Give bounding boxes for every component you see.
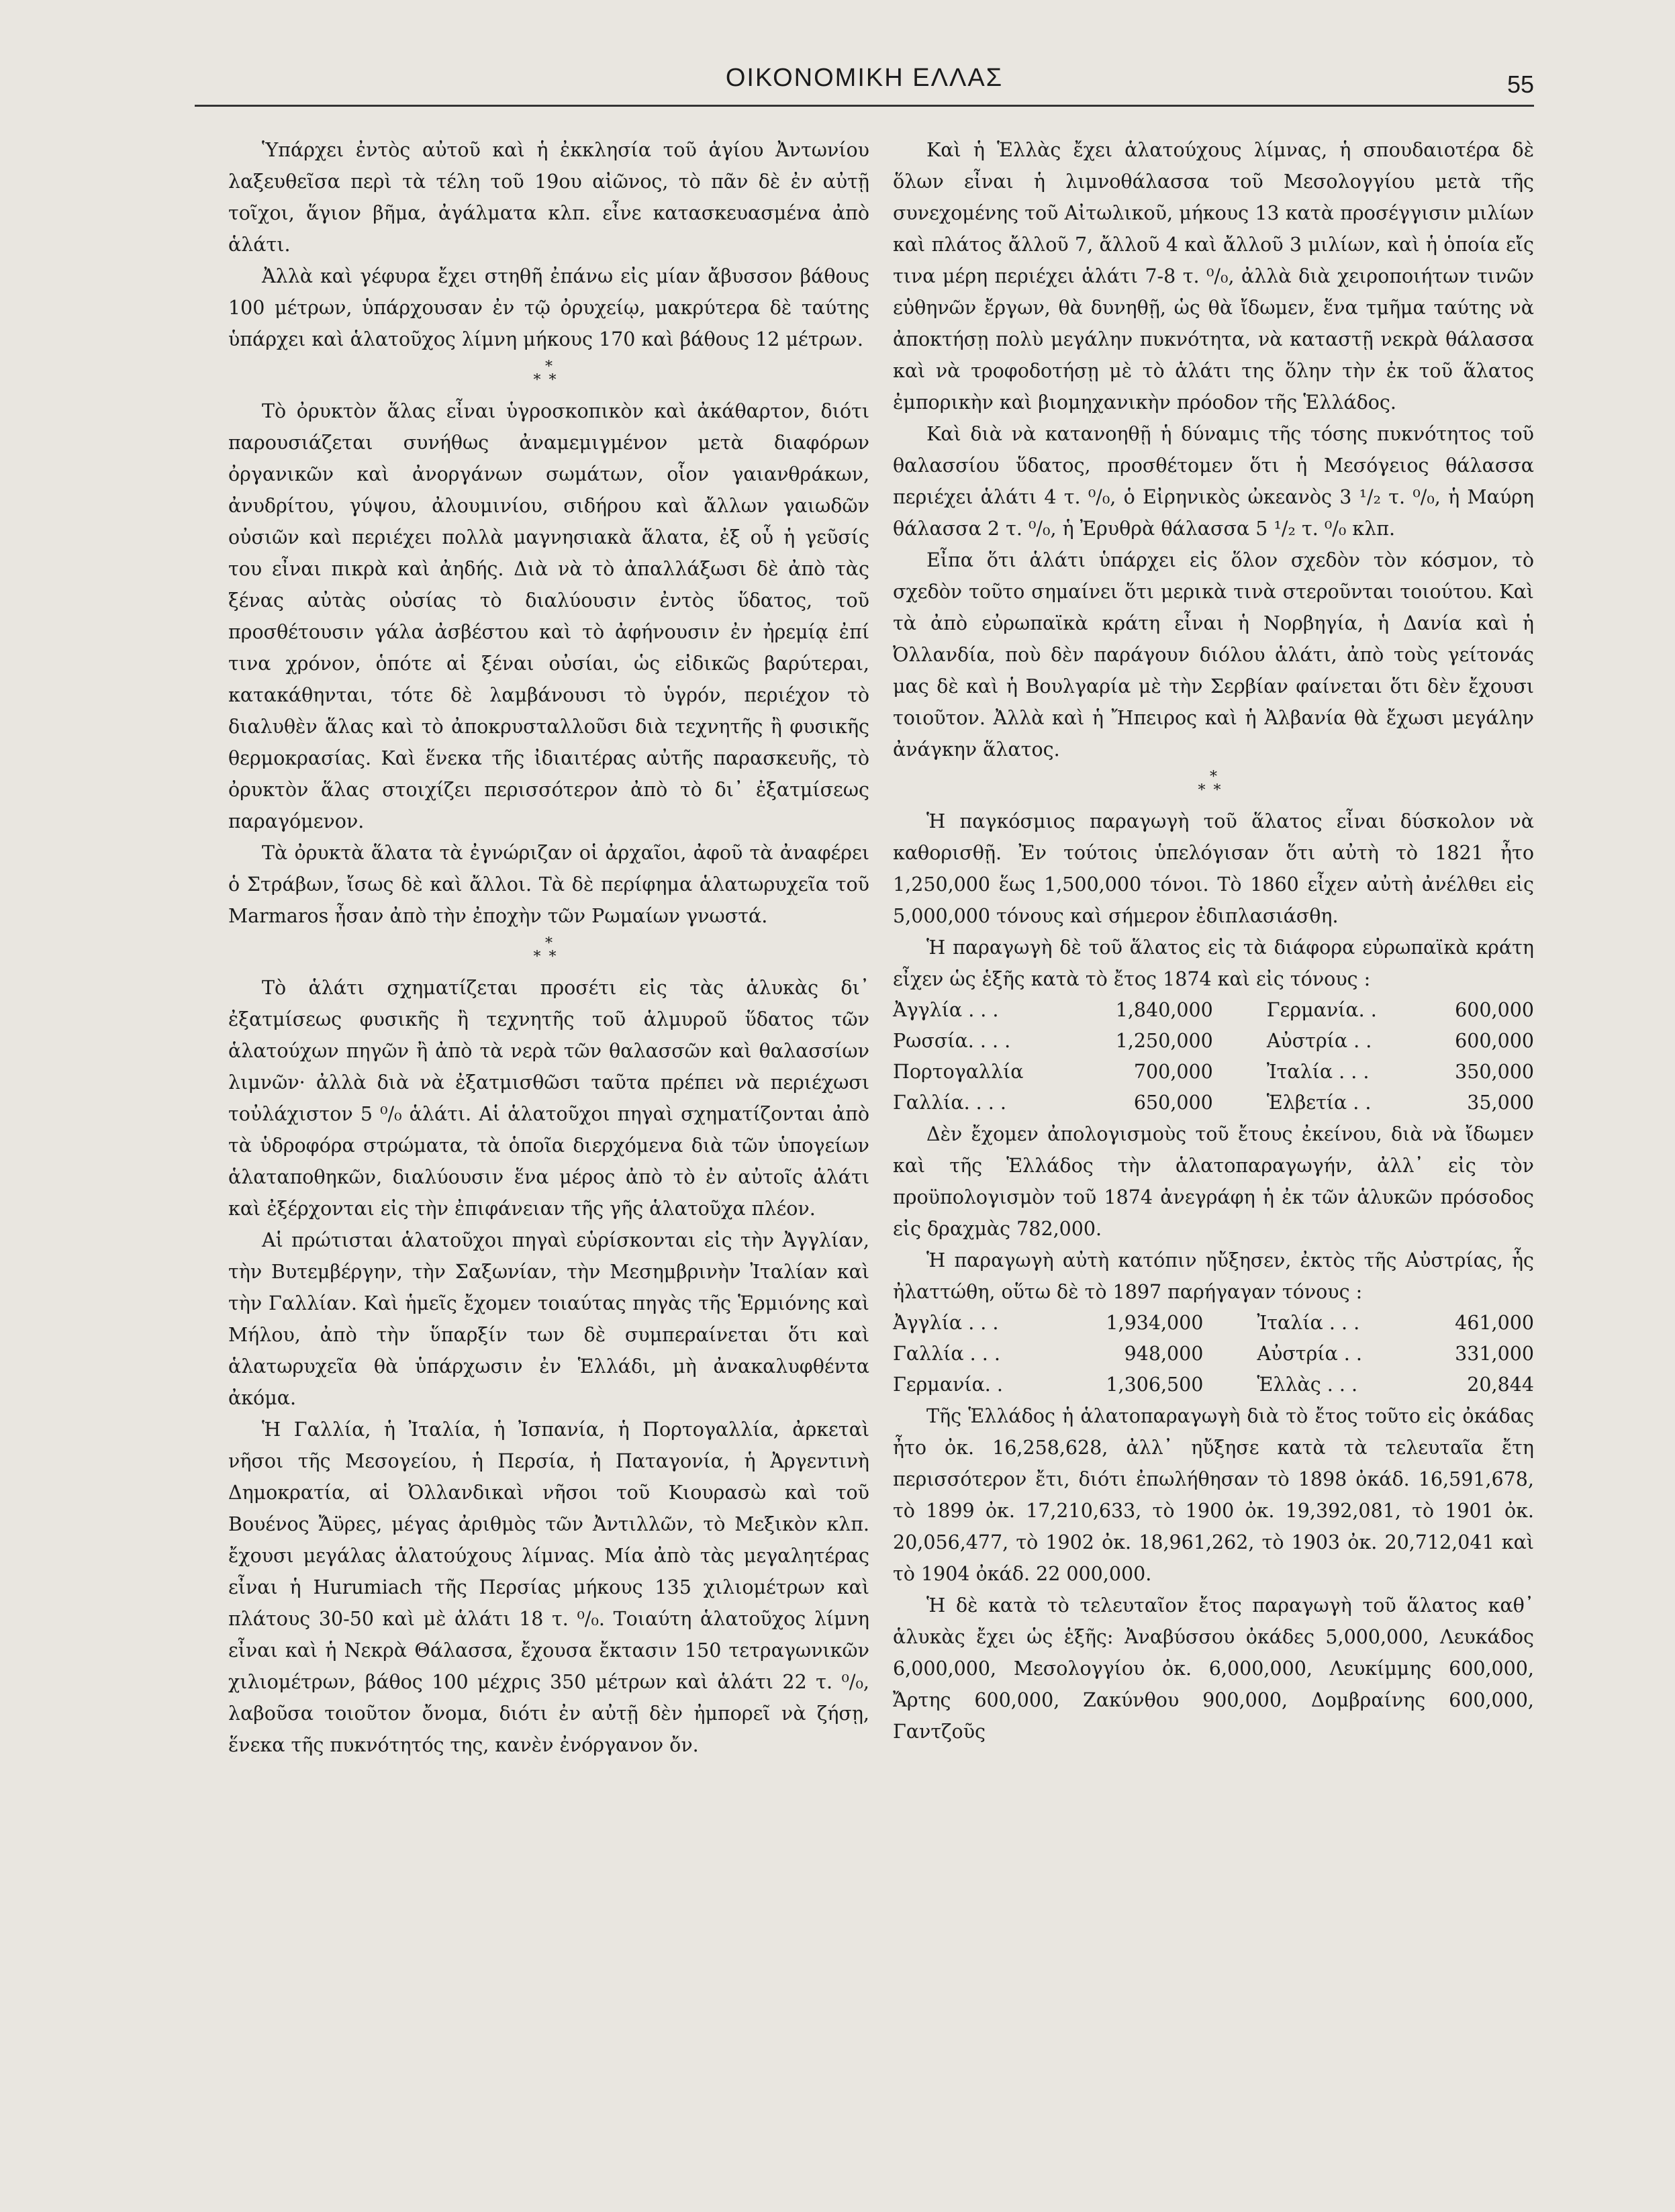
table-row [893,1057,1534,1088]
table-cell: Γερμανία. . [1266,999,1377,1021]
production-table-1874 [893,995,1534,1118]
table-cell: Ἰταλία . . . [1266,1061,1370,1083]
paragraph: Ἡ παραγωγὴ δὲ τοῦ ἅλατος εἰς τὰ διάφορα εὐρωπαϊκὰ κράτη εἶχεν ὡς ἑξῆς κατὰ τὸ ἔτος 1874 καὶ εἰς τόνους : [893,936,1534,990]
table-cell: Αὐστρία . . [1257,1343,1362,1365]
table-row [893,1308,1534,1339]
table-cell: Πορτογαλλία [893,1061,1024,1083]
paragraph: Αἱ πρώτισται ἁλατοῦχοι πηγαὶ εὑρίσκονται εἰς τὴν Ἀγγλίαν, τὴν Βυτεμβέργην, τὴν Σαξωνίαν, τὴν Μεσημβρινὴν Ἰταλίαν καὶ τὴν Γαλλίαν. Καὶ ἡμεῖς ἔχομεν τοιαύτας πηγὰς τῆς Ἑρμιόνης καὶ Μήλου, ἀπὸ τὴν ὕπαρξίν των δὲ συμπεραίνεται ὅτι καὶ ἁλατωρυχεῖα θὰ ὑπάρχωσιν ἐν Ἑλλάδι, μὴ ἀνακαλυφθέντα ἀκόμα. [228,1229,869,1409]
table-row [893,1088,1534,1118]
table-cell: Ἀγγλία . . . [893,1312,999,1334]
table-cell: 1,934,000 [1106,1312,1204,1334]
paragraph: Καὶ ἡ Ἑλλὰς ἔχει ἁλατούχους λίμνας, ἡ σπουδαιοτέρα δὲ ὅλων εἶναι ἡ λιμνοθάλασσα τοῦ Μεσολογγίου μετὰ τῆς συνεχομένης τοῦ Αἰτωλικοῦ, μήκους 13 κατὰ προσέγγισιν μιλίων καὶ πλάτος ἄλλοῦ 7, ἄλλοῦ 4 καὶ ἄλλοῦ 3 μιλίων, καὶ ἡ ὁποία εἴς τινα μέρη περιέχει ἁλάτι 7-8 τ. ⁰/₀, ἀλλὰ διὰ χειροποιήτων τινῶν εὐθηνῶν ἔργων, θὰ δυνηθῇ, ὡς θὰ ἴδωμεν, ἕνα τμῆμα ταύτης νὰ ἀποκτήσῃ πολὺ μεγάλην πυκνότητα, νὰ καταστῇ νεκρὰ θάλασσα καὶ νὰ τροφοδοτήσῃ μὲ τὸ ἁλάτι της ὅλην τὴν ἐκ τοῦ ἅλατος ἐμπορικὴν καὶ βιομηχανικὴν πρόοδον τῆς Ἑλλάδος. [893,139,1534,414]
table-cell: Ρωσσία. . . . [893,1030,1011,1052]
table-row [893,1339,1534,1369]
section-separator: * ** [533,358,565,389]
table-cell: Ἀγγλία . . . [893,999,999,1021]
table-cell: Ἰταλία . . . [1257,1312,1360,1334]
section-separator: * ** [1198,769,1229,799]
running-title: ΟΙΚΟΝΟΜΙΚΗ ΕΛΛΑΣ [725,64,1004,92]
left-column [228,134,869,1761]
table-cell: Ἑλβετία . . [1266,1092,1372,1114]
table-cell: Γαλλία. . . . [893,1092,1006,1114]
right-column [893,134,1534,1747]
paragraph: Ἡ παραγωγὴ αὐτὴ κατόπιν ηὔξησεν, ἐκτὸς τῆς Αὐστρίας, ἧς ἠλαττώθη, οὕτω δὲ τὸ 1897 παρήγαγαν τόνους : [893,1249,1534,1303]
paragraph: Εἶπα ὅτι ἁλάτι ὑπάρχει εἰς ὅλον σχεδὸν τὸν κόσμον, τὸ σχεδὸν τοῦτο σημαίνει ὅτι μερικὰ τινὰ στεροῦνται τοιούτου. Καὶ τὰ ἀπὸ εὐρωπαϊκὰ κράτη εἶναι ἡ Νορβηγία, ἡ Δανία καὶ ἡ Ὀλλανδία, ποὺ δὲν παράγουν διόλου ἁλάτι, ἀπὸ τοὺς γείτονάς μας δὲ καὶ ἡ Βουλγαρία μὲ τὴν Σερβίαν φαίνεται ὅτι δὲν ἔχουσι τοιοῦτον. Ἀλλὰ καὶ ἡ Ἤπειρος καὶ ἡ Ἀλβανία θὰ ἔχωσι μεγάλην ἀνάγκην ἅλατος. [893,549,1534,761]
paragraph: Ἀλλὰ καὶ γέφυρα ἔχει στηθῆ ἐπάνω εἰς μίαν ἄβυσσον βάθους 100 μέτρων, ὑπάρχουσαν ἐν τῷ ὀρυχείῳ, μακρύτερα δὲ ταύτης ὑπάρχει καὶ ἁλατοῦχος λίμνη μήκους 170 καὶ βάθους 12 μέτρων. [228,265,869,350]
section-separator: * ** [533,935,565,965]
paragraph: Τὰ ὀρυκτὰ ἅλατα τὰ ἐγνώριζαν οἱ ἀρχαῖοι, ἀφοῦ τὰ ἀναφέρει ὁ Στράβων, ἴσως δὲ καὶ ἄλλοι. Τὰ δὲ περίφημα ἁλατωρυχεῖα τοῦ Marmaros ἦσαν ἀπὸ τὴν ἐποχὴν τῶν Ρωμαίων γνωστά. [228,842,869,927]
table-cell: 35,000 [1467,1092,1534,1114]
table-cell: 600,000 [1455,999,1534,1021]
table-cell: 20,844 [1467,1374,1534,1396]
table-cell: 600,000 [1455,1030,1534,1052]
table-row [893,1026,1534,1057]
table-row [893,995,1534,1026]
paragraph: Τὸ ὀρυκτὸν ἅλας εἶναι ὑγροσκοπικὸν καὶ ἀκάθαρτον, διότι παρουσιάζεται συνήθως ἀναμεμιγμένον μετὰ διαφόρων ὀργανικῶν καὶ ἀνοργάνων σωμάτων, οἷον γαιανθράκων, ἀνυδρίτου, γύψου, ἀλουμινίου, σιδήρου καὶ ἄλλων γαιωδῶν οὐσιῶν καὶ περιέχει πολλὰ μαγνησιακὰ ἅλατα, ἐξ οὗ ἡ γεῦσίς του εἶναι πικρὰ καὶ ἀηδής. Διὰ νὰ τὸ ἀπαλλάξωσι δὲ ἀπὸ τὰς ξένας αὐτὰς οὐσίας τὸ διαλύουσιν ἐντὸς ὕδατος, τοῦ προσθέτουσιν γάλα ἀσβέστου καὶ τὸ ἀφήνουσιν ἐν ἠρεμίᾳ ἐπί τινα χρόνον, ὁπότε αἱ ξέναι οὐσίαι, ὡς εἰδικῶς βαρύτεραι, κατακάθηνται, τότε δὲ λαμβάνουσι τὸ ὑγρόν, περιέχον τὸ διαλυθὲν ἅλας καὶ τὸ ἀποκρυσταλλοῦσι διὰ τεχνητῆς ἢ φυσικῆς θερμοκρασίας. Καὶ ἕνεκα τῆς ἰδιαιτέρας αὐτῆς παρασκευῆς, τὸ ὀρυκτὸν ἅλας στοιχίζει περισσότερον ἀπὸ τὸ δι᾿ ἐξατμίσεως παραγόμενον. [228,400,869,832]
page-number: 55 [1506,70,1534,98]
paragraph: Ὑπάρχει ἐντὸς αὐτοῦ καὶ ἡ ἐκκλησία τοῦ ἁγίου Ἀντωνίου λαξευθεῖσα περὶ τὰ τέλη τοῦ 19ου αἰῶνος, τὸ πᾶν δὲ ἐν αὐτῇ τοῖχοι, ἅγιον βῆμα, ἀγάλματα κλπ. εἶνε κατασκευασμένα ἀπὸ ἁλάτι. [228,139,869,256]
table-cell: 1,306,500 [1106,1374,1204,1396]
table-cell: 350,000 [1455,1061,1534,1083]
table-cell: Γερμανία. . [893,1374,1003,1396]
paragraph: Ἡ παγκόσμιος παραγωγὴ τοῦ ἅλατος εἶναι δύσκολον νὰ καθορισθῇ. Ἐν τούτοις ὑπελόγισαν ὅτι αὐτὴ τὸ 1821 ἦτο 1,250,000 ἕως 1,500,000 τόνοι. Τὸ 1860 εἶχεν αὐτὴ ἀνέλθει εἰς 5,000,000 τόνους καὶ σήμερον ἐδιπλασιάσθη. [893,810,1534,927]
table-cell: 948,000 [1124,1343,1204,1365]
table-cell: 1,250,000 [1115,1030,1213,1052]
paragraph: Ἡ Γαλλία, ἡ Ἰταλία, ἡ Ἰσπανία, ἡ Πορτογαλλία, ἀρκεταὶ νῆσοι τῆς Μεσογείου, ἡ Περσία, ἡ Παταγονία, ἡ Ἀργεντινὴ Δημοκρατία, αἱ Ὀλλανδικαὶ νῆσοι τοῦ Κιουρασὼ καὶ τοῦ Βουένος Ἄϋρες, μέγας ἀριθμὸς τῶν Ἀντιλλῶν, τὸ Μεξικὸν κλπ. ἔχουσι μεγάλας ἁλατούχους λίμνας. Μία ἀπὸ τὰς μεγαλητέρας εἶναι ἡ Hurumiach τῆς Περσίας μήκους 135 χιλιομέτρων καὶ πλάτους 30-50 καὶ μὲ ἁλάτι 18 τ. ⁰/₀. Τοιαύτη ἁλατοῦχος λίμνη εἶναι καὶ ἡ Νεκρὰ Θάλασσα, ἔχουσα ἔκτασιν 150 τετραγωνικῶν χιλιομέτρων, βάθος 100 μέχρις 350 μέτρων καὶ ἁλάτι 22 τ. ⁰/₀, λαβοῦσα τοιοῦτον ὄνομα, διότι ἐν αὐτῇ δὲν ἠμπορεῖ νὰ ζήσῃ, ἕνεκα τῆς πυκνότητός της, κανὲν ἐνόργανον ὄν. [228,1418,869,1756]
paragraph: Τὸ ἁλάτι σχηματίζεται προσέτι εἰς τὰς ἁλυκὰς δι᾿ ἐξατμίσεως φυσικῆς ἢ τεχνητῆς τοῦ ἁλμυροῦ ὕδατος τῶν ἁλατούχων πηγῶν ἢ ἀπὸ τὰ νερὰ τῶν θαλασσῶν καὶ θαλασσίων λιμνῶν· ἀλλὰ διὰ νὰ ἐξατμισθῶσι ταῦτα πρέπει νὰ περιέχωσι τοὐλάχιστον 5 ⁰/₀ ἁλάτι. Αἱ ἁλατοῦχοι πηγαὶ σχηματίζονται ἀπὸ τὰ ὑδροφόρα στρώματα, τὰ ὁποῖα διερχόμενα διὰ τῶν ὑπογείων ἁλαταποθηκῶν, διαλύουσιν ἕνα μέρος ἀπὸ τὸ ἐν αὐτοῖς ἁλάτι καὶ ἐξέρχονται εἰς τὴν ἐπιφάνειαν τῆς γῆς ἁλατοῦχα πλέον. [228,977,869,1220]
paragraph: Καὶ διὰ νὰ κατανοηθῇ ἡ δύναμις τῆς τόσης πυκνότητος τοῦ θαλασσίου ὕδατος, προσθέτομεν ὅτι ἡ Μεσόγειος θάλασσα περιέχει ἁλάτι 4 τ. ⁰/₀, ὁ Εἰρηνικὸς ὠκεανὸς 3 ¹/₂ τ. ⁰/₀, ἡ Μαύρη θάλασσα 2 τ. ⁰/₀, ἡ Ἐρυθρὰ θάλασσα 5 ¹/₂ τ. ⁰/₀ κλπ. [893,423,1534,540]
paragraph: Δὲν ἔχομεν ἀπολογισμοὺς τοῦ ἔτους ἐκείνου, διὰ νὰ ἴδωμεν καὶ τῆς Ἑλλάδος τὴν ἁλατοπαραγωγήν, ἀλλ᾿ εἰς τὸν προϋπολογισμὸν τοῦ 1874 ἀνεγράφη ἡ ἐκ τῶν ἁλυκῶν πρόσοδος εἰς δραχμὰς 782,000. [893,1123,1534,1240]
table-cell: 1,840,000 [1115,999,1213,1021]
paragraph: Ἡ δὲ κατὰ τὸ τελευταῖον ἔτος παραγωγὴ τοῦ ἅλατος καθ᾿ ἁλυκὰς ἔχει ὡς ἑξῆς: Ἀναβύσσου ὀκάδες 5,000,000, Λευκάδος 6,000,000, Μεσολογγίου ὀκ. 6,000,000, Λευκίμμης 600,000, Ἄρτης 600,000, Ζακύνθου 900,000, Δομβραίνης 600,000, Γαντζοῦς [893,1594,1534,1743]
table-cell: Γαλλία . . . [893,1343,1000,1365]
table-cell: 700,000 [1133,1061,1213,1083]
table-cell: 461,000 [1455,1312,1534,1334]
table-cell: 331,000 [1455,1343,1534,1365]
page-header [195,64,1534,111]
table-cell: 650,000 [1133,1092,1213,1114]
paragraph: Τῆς Ἑλλάδος ἡ ἁλατοπαραγωγὴ διὰ τὸ ἔτος τοῦτο εἰς ὀκάδας ἦτο ὀκ. 16,258,628, ἀλλ᾿ ηὔξησε κατὰ τὰ τελευταῖα ἔτη περισσότερον ἔτι, διότι ἐπωλήθησαν τὸ 1898 ὀκάδ. 16,591,678, τὸ 1899 ὀκ. 17,210,633, τὸ 1900 ὀκ. 19,392,081, τὸ 1901 ὀκ. 20,056,477, τὸ 1902 ὀκ. 18,961,262, τὸ 1903 ὀκ. 20,712,041 καὶ τὸ 1904 ὀκάδ. 22 000,000. [893,1405,1534,1585]
header-rule [195,105,1534,107]
table-cell: Αὐστρία . . [1266,1030,1372,1052]
table-cell: Ἑλλὰς . . . [1257,1374,1358,1396]
production-table-1897 [893,1308,1534,1400]
table-row [893,1369,1534,1400]
